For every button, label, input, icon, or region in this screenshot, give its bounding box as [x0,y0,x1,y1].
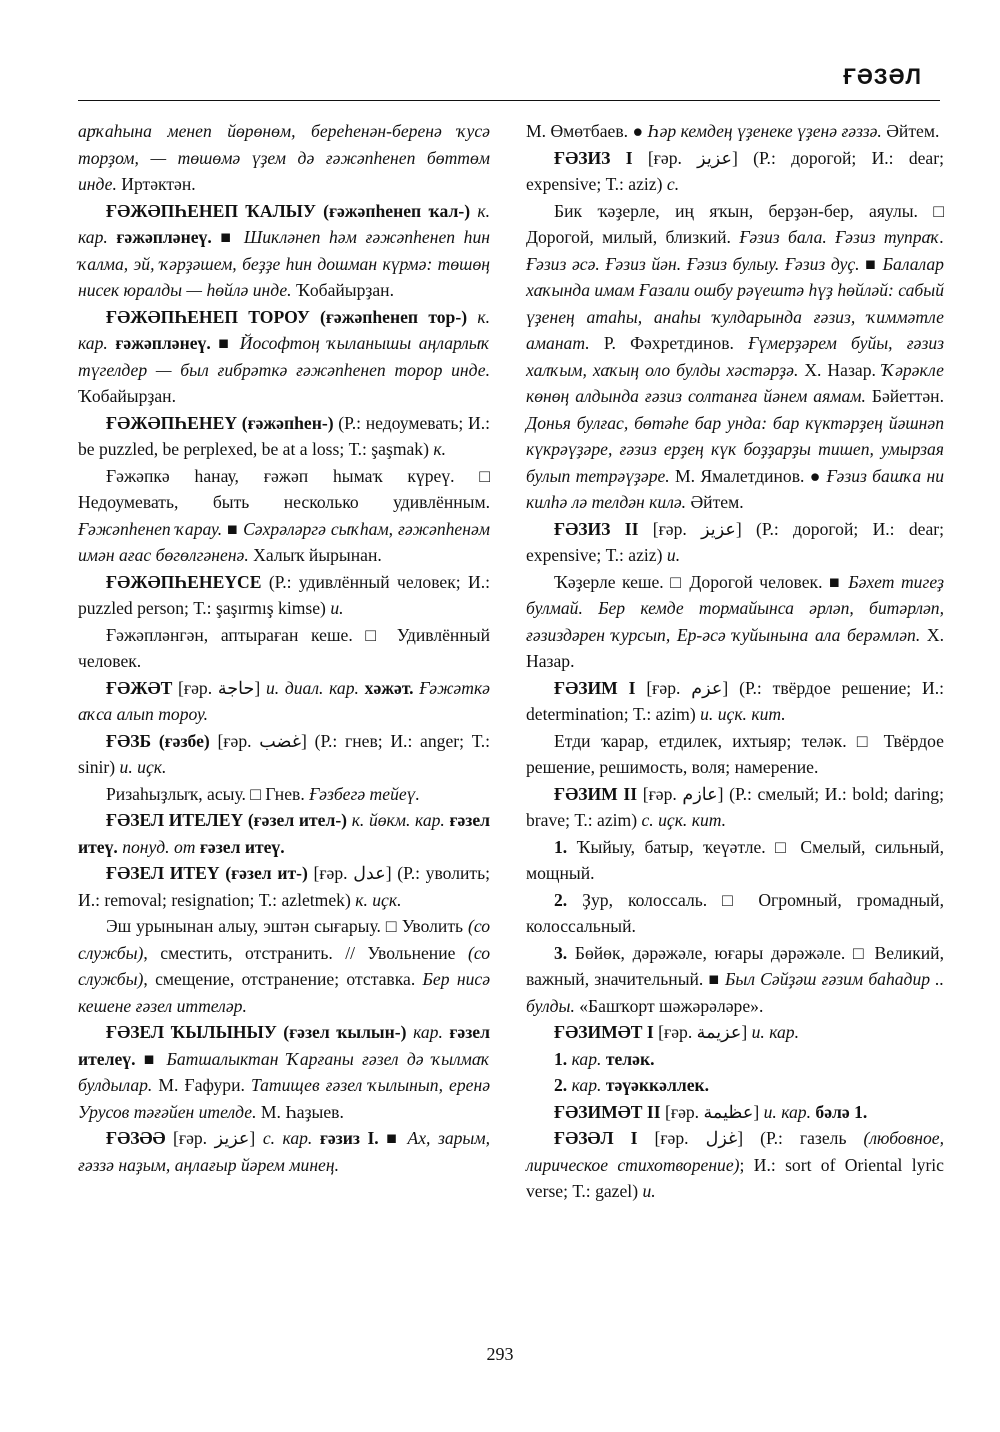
dictionary-entry-paragraph: 1. Ҡыйыу, батыр, ҡеүәтле. □ Смелый, сильный, мощный. [526,836,944,883]
dictionary-entry-paragraph: 3. Бөйөк, дәрәжәле, юғары дәрәжәле. □ Великий, важный, значительный. ■ Был Сәйҙәш ғәзим баһадир .. булды. «Башҡорт шәжәрәләре». [526,942,944,1016]
dictionary-entry-paragraph: Ғәжәпләнгән, аптыраған кеше. □ Удивлённый человек. [78,624,490,671]
dictionary-entry-paragraph: ҒӘЗЕЛ ҠЫЛЫНЫУ (ғәзел ҡылын-) кар. ғәзел ителеү. ■ Батшалыктан Ҡарғаны ғәзел дә ҡылмаҡ булдылар. М. Ғафури. Татищев ғәзел ҡылынып, еренә Урусов тәғәйен ителде. М. Һаҙыев. [78,1022,490,1122]
dictionary-entry-paragraph: ҒӘЖӘТ [ғәр. حاجة] и. диал. кар. хәжәт. Ғәжәткә аҡса алып тороу. [78,677,490,724]
header-rule [78,100,940,101]
dictionary-entry-paragraph: ҒӘЖӘПҺЕНЕҮСЕ (Р.: удивлённый человек; И.: puzzled person; Т.: şaşırmış kimse) и. [78,571,490,618]
dictionary-entry-paragraph: Етди ҡарар, етдилек, ихтыяр; теләк. □ Твёрдое решение, решимость, воля; намерение. [526,730,944,777]
page-number: 293 [486,1344,514,1364]
dictionary-entry-paragraph: Ғәжәпкә һанау, ғәжәп һымаҡ күреү. □ Недоумевать, быть несколько удивлённым. Ғәжәпһенеп ҡарау. ■ Сәхрәләргә сыҡһам, ғәжәпһенәм имән ағас бөгөлгәненә. Халыҡ йырынан. [78,465,490,565]
dictionary-entry-paragraph: ҒӘЖӘПҺЕНЕП ТОРОУ (ғәжәпһенеп тор-) к. кар. ғәжәпләнеү. ■ Йософтоң ҡыланышы аңларлыҡ түгелдер — был ғибрәткә ғәжәпһенеп торор инде. Ҡобайырҙан. [78,306,491,406]
dictionary-entry-paragraph: М. Өмөтбаев. ● Һәр кемдең үҙенеке үҙенә ғәззә. Әйтем. [526,121,940,141]
dictionary-entry-paragraph: ҒӘЗИЗ I [ғәр. عزيز] (Р.: дорогой; И.: dear; expensive; Т.: aziz) с. [526,147,944,194]
dictionary-entry-paragraph: ҒӘЗИЗ II [ғәр. عزيز] (Р.: дорогой; И.: dear; expensive; Т.: aziz) и. [526,518,944,565]
left-column [78,118,490,1178]
dictionary-entry-paragraph: Бик ҡәҙерле, иң яҡын, берҙән-бер, аяулы. □ Дорогой, милый, близкий. Ғәзиз бала. Ғәзиз тупраҡ. Ғәзиз әсә. Ғәзиз йән. Ғәзиз булыу. Ғәзиз дуҫ. ■ Балалар хаҡында имам Ғазали ошбу рәүештә һүҙ һөйләй: сабый үҙенең атаһы, анаһы ҡулдарында ғәзиз, ҡиммәтле аманат. Р. Фәхретдинов. Ғүмерҙәрем буйы, ғәзиз халҡым, хаҡың оло булды хәстәрҙә. Х. Назар. Ҡәрәкле көнөң алдында ғәзиз солтанға йәнем аямам. Бәйеттән. Донья булғас, бөтәһе бар унда: бар күктәрҙең йәшнәп күкрәүҙәре, ғәзиз ерҙең күк боҙҙарҙы тишеп, умырзая булып тетрәүҙәре. М. Ямалетдинов. ● Ғәзиз башҡа ни килһә лә телдән килә. Әйтем. [526,200,944,512]
dictionary-entry-paragraph: ҒӘЗИМ II [ғәр. عازم] (Р.: смелый; И.: bold; daring; brave; Т.: azim) с. иҫк. кит. [526,783,944,830]
dictionary-entry-paragraph: ҒӘЗИМӘТ II [ғәр. عظيمة] и. кар. бәлә 1. [554,1101,868,1122]
dictionary-entry-paragraph: ҒӘЗЕЛ ИТЕҮ (ғәзел ит-) [ғәр. عدل] (Р.: уволить; И.: removal; resignation; Т.: azletmek) к. иҫк. [78,863,490,910]
dictionary-entry-paragraph: ҒӘЖӘПҺЕНЕҮ (ғәжәпһен-) (Р.: недоумевать; И.: be puzzled, be perplexed, be at a loss; Т.: şaşmak) к. [78,412,491,459]
running-head: ҒӘЗӘЛ [843,64,922,89]
dictionary-entry-paragraph: 1. кар. теләк. [554,1048,655,1069]
dictionary-entry-paragraph: ҒӘЗБ (ғәзбе) [ғәр. غضب] (Р.: гнев; И.: anger; Т.: sinir) и. иҫк. [78,730,490,777]
dictionary-entry-paragraph: арҡаһына менеп йөрөнөм, береһенән-беренә ҡусә торҙом, — төшөмә үҙем дә ғәжәпһенеп бөттөм инде. Иртәктән. [78,121,490,194]
dictionary-entry-paragraph: ҒӘЗЕЛ ИТЕЛЕҮ (ғәзел ител-) к. йөкм. кар. ғәзел итеү. понуд. от ғәзел итеү. [78,810,491,857]
dictionary-entry-paragraph: ҒӘЗӘӘ [ғәр. عزيز] с. кар. ғәзиз I. ■ Ах, зарым, ғәззә наҙым, аңлағыр йәрем минең. [78,1128,490,1175]
dictionary-entry-paragraph: ҒӘЗИМӘТ I [ғәр. عزيمة] и. кар. [554,1022,800,1042]
dictionary-entry-paragraph: 2. кар. тәүәккәллек. [554,1075,710,1095]
dictionary-entry-paragraph: Ризаһыҙлыҡ, асыу. □ Гнев. Ғәзбегә тейеү. [106,783,420,804]
dictionary-entry-paragraph: Ҡәҙерле кеше. □ Дорогой человек. ■ Бәхет тигеҙ булмай. Бер кемде тормайынса әрләп, битәрләп, ғәзиздәрен ҡурсып, Ер-әсә ҡуйынына ала берәмләп. Х. Назар. [526,571,944,671]
dictionary-entry-paragraph: ҒӘЗИМ I [ғәр. عزم] (Р.: твёрдое решение; И.: determination; Т.: azim) и. иҫк. кит. [526,677,944,724]
dictionary-entry-paragraph: 2. Ҙур, колоссаль. □ Огромный, громадный, колоссальный. [526,889,944,936]
dictionary-entry-paragraph: ҒӘЗӘЛ I [ғәр. غزل] (Р.: газель (любовное, лирическое стихотворение); И.: sort of Oriental lyric verse; Т.: gazel) и. [526,1128,944,1201]
dictionary-entry-paragraph: ҒӘЖӘПҺЕНЕП ҠАЛЫУ (ғәжәпһенеп ҡал-) к. кар. ғәжәпләнеү. ■ Шикләнеп һәм ғәжәпһенеп һин ҡалма, эй, ҡәрҙәшем, беҙҙе һин дошман күрмә: төшөң нисек юралды — һөйлә инде. Ҡобайырҙан. [78,200,491,300]
right-column [526,118,944,1205]
dictionary-entry-paragraph: Эш урынынан алыу, эштән сығарыу. □ Уволить (со службы), сместить, отстранить. // Увольнение (со службы), смещение, отстранение; отставка. Бер нисә кешене ғәзел иттеләр. [78,916,490,1016]
